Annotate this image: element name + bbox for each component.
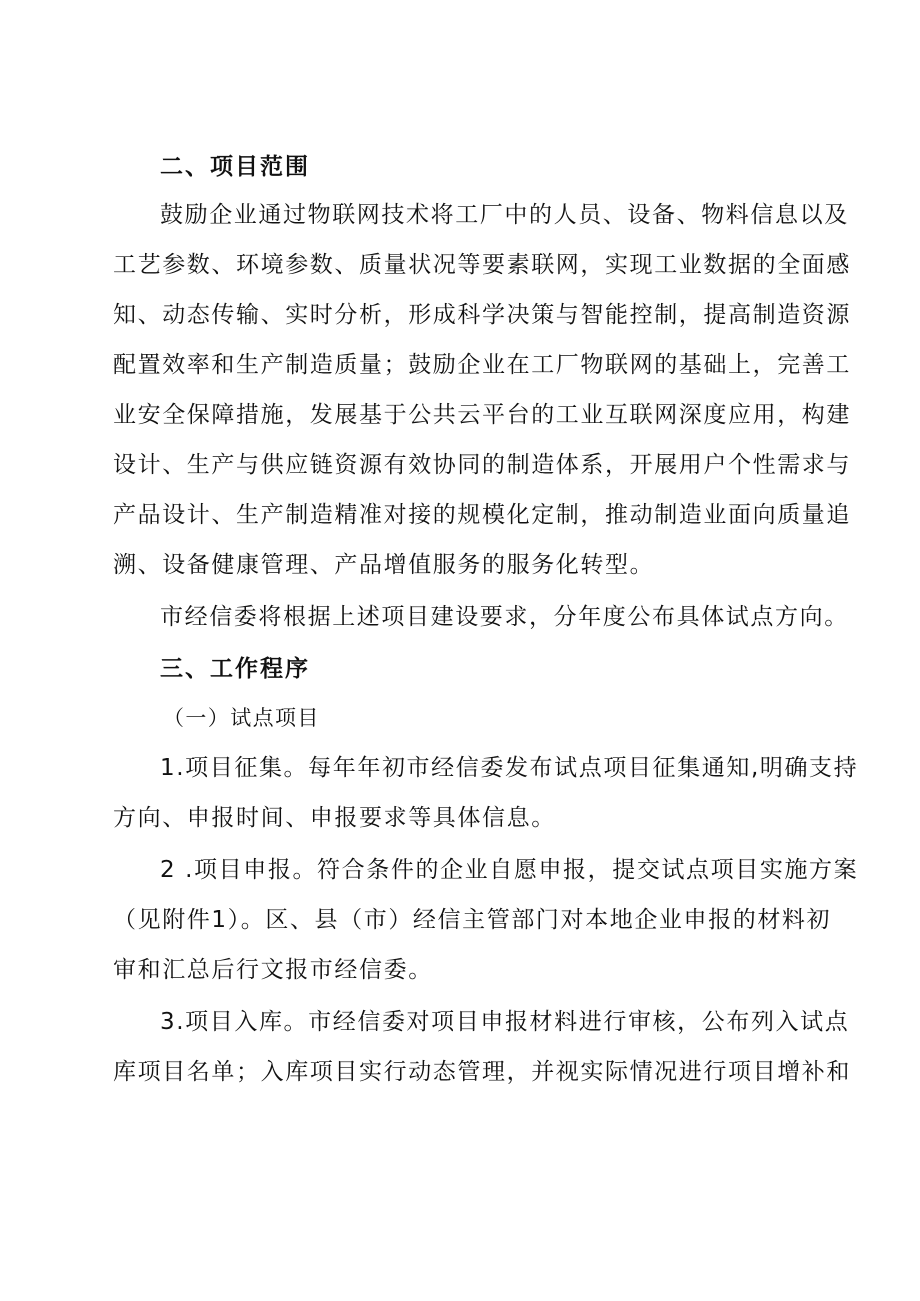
item-3-line: 库项目名单；入库项目实行动态管理，并视实际情况进行项目增补和	[113, 1059, 851, 1085]
section-2-paragraph-line: 鼓励企业通过物联网技术将工厂中的人员、设备、物料信息以及	[160, 202, 849, 228]
section-3-subheading: （一）试点项目	[163, 706, 320, 730]
section-2-paragraph-line: 溯、设备健康管理、产品增值服务的服务化转型。	[113, 552, 655, 578]
section-2-paragraph-line: 设计、生产与供应链资源有效协同的制造体系，开展用户个性需求与	[113, 452, 851, 478]
item-2-line: 2 .项目申报。符合条件的企业自愿申报，提交试点项目实施方案	[160, 857, 859, 883]
item-3-line: 3.项目入库。市经信委对项目申报材料进行审核，公布列入试点	[160, 1009, 850, 1035]
section-2-paragraph-line: 产品设计、生产制造精准对接的规模化定制，推动制造业面向质量追	[113, 502, 851, 528]
section-2-paragraph-line: 知、动态传输、实时分析，形成科学决策与智能控制，提高制造资源	[113, 302, 851, 328]
section-2-heading: 二、项目范围	[160, 154, 310, 180]
section-2-closing: 市经信委将根据上述项目建设要求，分年度公布具体试点方向。	[160, 604, 849, 630]
section-2-paragraph-line: 配置效率和生产制造质量；鼓励企业在工厂物联网的基础上，完善工	[113, 352, 851, 378]
item-2-line: （见附件1）。区、县（市）经信主管部门对本地企业申报的材料初	[113, 907, 832, 933]
section-3-heading: 三、工作程序	[160, 656, 310, 682]
item-1-line: 方向、申报时间、申报要求等具体信息。	[113, 805, 556, 831]
item-2-line: 审和汇总后行文报市经信委。	[113, 957, 433, 983]
item-1-line: 1.项目征集。每年年初市经信委发布试点项目征集通知,明确支持	[160, 755, 859, 781]
section-2-paragraph-line: 业安全保障措施，发展基于公共云平台的工业互联网深度应用，构建	[113, 402, 851, 428]
section-2-paragraph-line: 工艺参数、环境参数、质量状况等要素联网，实现工业数据的全面感	[113, 252, 851, 278]
